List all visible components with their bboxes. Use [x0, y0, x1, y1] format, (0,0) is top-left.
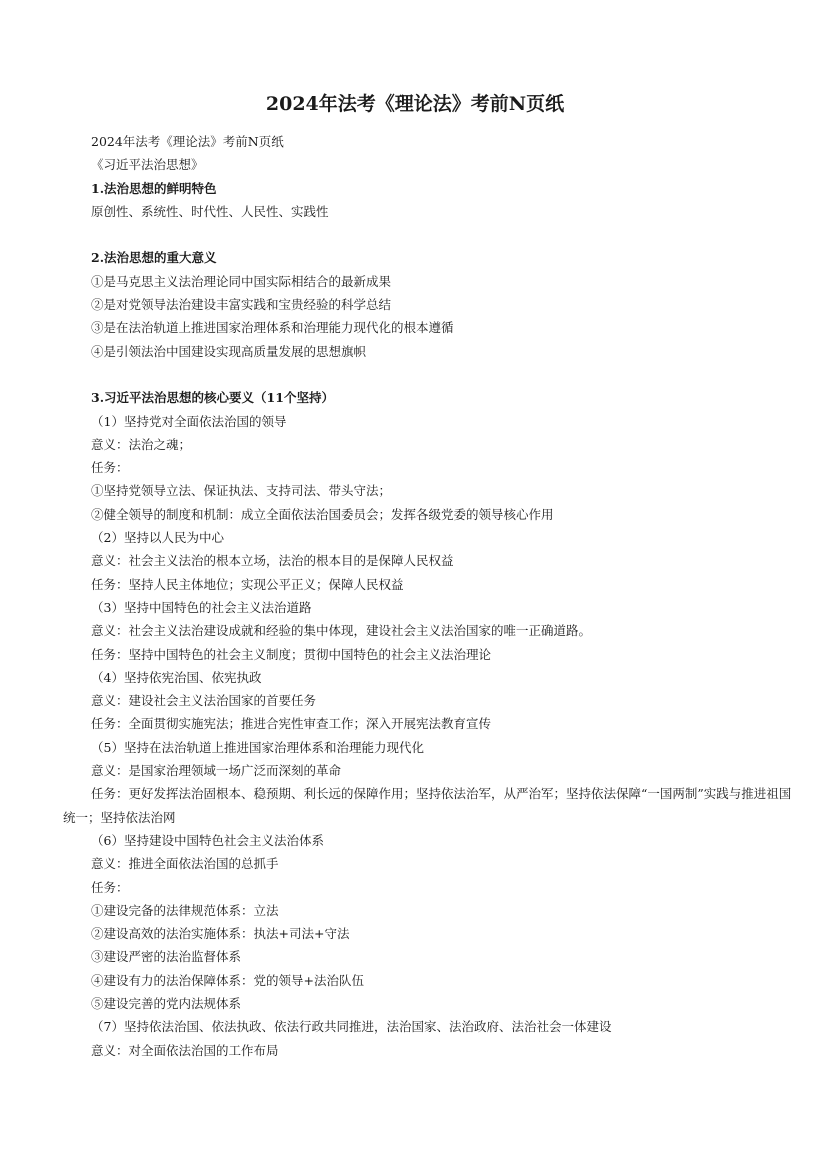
text-line: 任务： — [91, 460, 129, 476]
text-line: ④建设有力的法治保障体系：党的领导+法治队伍 — [91, 972, 364, 988]
text-line: 原创性、系统性、时代性、人民性、实践性 — [91, 203, 329, 219]
text-line: 意义：对全面依法治国的工作布局 — [91, 1042, 279, 1058]
section-heading-3: 3.习近平法治思想的核心要义（11个坚持） — [91, 390, 334, 406]
text-line: ③是在法治轨道上推进国家治理体系和治理能力现代化的根本遵循 — [91, 320, 454, 336]
text-line: 意义：社会主义法治建设成就和经验的集中体现，建设社会主义法治国家的唯一正确道路。 — [91, 623, 592, 639]
text-line: ③建设严密的法治监督体系 — [91, 949, 242, 965]
text-line: （3）坚持中国特色的社会主义法治道路 — [91, 599, 312, 615]
text-line: 任务： — [91, 879, 129, 895]
text-line: （2）坚持以人民为中心 — [91, 530, 224, 546]
text-line: 意义：社会主义法治的根本立场，法治的根本目的是保障人民权益 — [91, 553, 454, 569]
text-line: （6）坚持建设中国特色社会主义法治体系 — [91, 832, 324, 848]
text-line: 意义：推进全面依法治国的总抓手 — [91, 856, 279, 872]
text-line: 意义：法治之魂； — [91, 436, 192, 452]
text-line: ②健全领导的制度和机制：成立全面依法治国委员会；发挥各级党委的领导核心作用 — [91, 506, 554, 522]
text-line: （7）坚持依法治国、依法执政、依法行政共同推进，法治国家、法治政府、法治社会一体建设 — [91, 1019, 612, 1035]
text-line: （4）坚持依宪治国、依宪执政 — [91, 669, 262, 685]
text-line: （5）坚持在法治轨道上推进国家治理体系和治理能力现代化 — [91, 739, 424, 755]
text-line: 意义：是国家治理领域一场广泛而深刻的革命 — [91, 763, 342, 779]
blank-line — [63, 223, 808, 246]
text-line: ④是引领法治中国建设实现高质量发展的思想旗帜 — [91, 343, 367, 359]
subtitle: 2024年法考《理论法》考前N页纸 — [91, 134, 284, 149]
text-line: ⑤建设完善的党内法规体系 — [91, 995, 242, 1011]
text-line: ①是马克思主义法治理论同中国实际相结合的最新成果 — [91, 273, 392, 289]
text-line: 意义：建设社会主义法治国家的首要任务 — [91, 693, 317, 709]
text-line: ①坚持党领导立法、保证执法、支持司法、带头守法； — [91, 483, 392, 499]
text-line: 任务：坚持人民主体地位；实现公平正义；保障人民权益 — [91, 576, 404, 592]
document-body — [63, 130, 808, 1062]
text-line: 任务：全面贯彻实施宪法；推进合宪性审查工作；深入开展宪法教育宣传 — [91, 716, 492, 732]
text-line: ①建设完备的法律规范体系：立法 — [91, 902, 279, 918]
chapter-heading: 《习近平法治思想》 — [91, 157, 204, 173]
text-line: ②建设高效的法治实施体系：执法+司法+守法 — [91, 926, 350, 942]
section-heading-1: 1.法治思想的鲜明特色 — [91, 180, 217, 196]
text-line: 任务：坚持中国特色的社会主义制度；贯彻中国特色的社会主义法治理论 — [91, 646, 492, 662]
text-line: ②是对党领导法治建设丰富实践和宝贵经验的科学总结 — [91, 297, 392, 313]
text-line: （1）坚持党对全面依法治国的领导 — [91, 413, 287, 429]
text-paragraph-wrapped: 任务：更好发挥法治固根本、稳预期、利长远的保障作用；坚持依法治军，从严治军；坚持依法保障“一国两制”实践与推进祖国统一；坚持依法治网 — [63, 786, 792, 825]
section-heading-2: 2.法治思想的重大意义 — [91, 250, 217, 266]
blank-line — [63, 363, 808, 386]
document-title: 2024年法考《理论法》考前N页纸 — [265, 93, 565, 115]
